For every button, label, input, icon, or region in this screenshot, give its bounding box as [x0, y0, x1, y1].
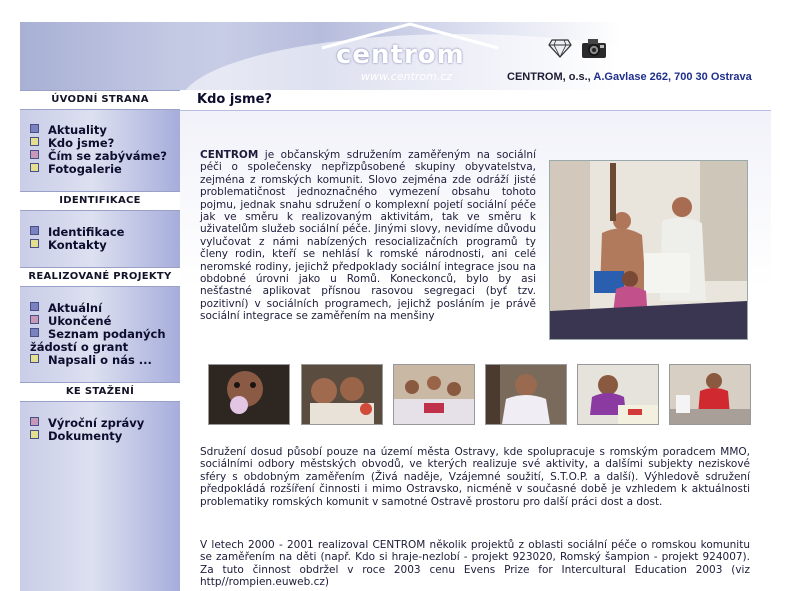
- organization-contact: [507, 71, 752, 83]
- site-logo[interactable]: centrom: [336, 40, 465, 70]
- bullet-icon: [30, 239, 39, 248]
- sidebar-item-label: Kdo jsme?: [48, 136, 115, 150]
- gallery-thumb-2[interactable]: [301, 364, 383, 425]
- gem-icon[interactable]: [548, 38, 572, 58]
- intro-body: je občanským sdružením zaměřeným na sociální péči o společensky nepřizpůsobené skupiny obyvatelstva, zejména z romských komunit. Slovo zejména zde odráží jisté problematičnost jednoznačného vymezení obsahu tohoto pojmu, jednak snahu sdružení o komplexní pojetí sociální péče jak ve směru k realizovaným aktivitám, tak ve směru k uživatelům služeb sociální péče. Jinými slovy, nevidíme důvodu vylučovat z námi nabízených resocializačních programů ty členy rodin, kteří se nehlásí k romské národnosti, ani celé neromské rodiny, jejichž předpoklady sociální integrace jsou na obdobné úrovni jako u Romů. Koneckonců, bylo by asi nešťastné aplikovat přísnou rasovou segregaci (byť tzv. pozitivní) v sociálních programech, jejichž posláním je právě sociální integrace se zaměřením na menšiny: [200, 149, 536, 323]
- gallery-thumb-6[interactable]: [669, 364, 751, 425]
- intro-paragraph: [200, 149, 536, 323]
- sidebar-item-label: Identifikace: [48, 225, 125, 239]
- sidebar-heading-identifikace[interactable]: IDENTIFIKACE: [20, 191, 180, 211]
- bullet-icon: [30, 354, 39, 363]
- sidebar-item-label: Aktuality: [48, 123, 107, 137]
- sidebar-item-label: Kontakty: [48, 238, 107, 252]
- sidebar-item-napsali-o-nas[interactable]: [30, 354, 180, 367]
- gallery-thumb-5-image: [578, 365, 658, 424]
- sidebar-item-label: Napsali o nás ...: [48, 353, 152, 367]
- gallery-thumb-3-image: [394, 365, 474, 424]
- sidebar-list-identifikace: [30, 226, 125, 252]
- sidebar-list-uvodni: [30, 124, 167, 176]
- bullet-icon: [30, 137, 39, 146]
- paragraph-3: V letech 2000 - 2001 realizoval CENTROM několik projektů z oblasti sociální péče o romskou komunitu se zaměřením na děti (např. Kdo si hraje-nezlobí - projekt 923020, Romský šampion - projekt 924007). Za tuto činnost obdržel v roce 2003 cenu Evens Prize for Intercultural Education 2003 (viz http//rompien.euweb.cz): [200, 539, 750, 589]
- gallery-thumb-3[interactable]: [393, 364, 475, 425]
- bullet-icon: [30, 417, 39, 426]
- bullet-icon: [30, 302, 39, 311]
- gallery-thumb-4-image: [486, 365, 566, 424]
- paragraph-2: Sdružení dosud působí pouze na území města Ostravy, kde spolupracuje s romským poradcem MMO, sociálními odbory městských obvodů, ve kterých realizuje své aktivity, a dalšími subjekty neziskové sféry s obdobným zaměřením (Živá naděje, Vzájemné soužití, S.T.O.P. a další). Výhledově sdružení předpokládá rozšíření činnosti i mimo Ostravsko, nicméně v současné době je vzhledem k aktuálnosti problematiky romských komunit v samotné Ostravě prostoru pro další práci dost a dost.: [200, 446, 750, 508]
- main-content: [180, 90, 771, 591]
- gallery-thumb-6-image: [670, 365, 750, 424]
- sidebar-list-ke-stazeni: [30, 417, 144, 443]
- bullet-icon: [30, 430, 39, 439]
- gallery-thumb-1-image: [209, 365, 289, 424]
- bullet-icon: [30, 328, 39, 337]
- main-photo-illustration: [550, 161, 747, 339]
- sidebar-item-dokumenty[interactable]: [30, 430, 144, 443]
- sidebar-heading-ke-stazeni[interactable]: KE STAŽENÍ: [20, 382, 180, 402]
- sidebar-item-label: Výroční zprávy: [48, 416, 145, 430]
- gallery-thumb-2-image: [302, 365, 382, 424]
- gallery-thumb-4[interactable]: [485, 364, 567, 425]
- bullet-icon: [30, 226, 39, 235]
- sidebar: [20, 90, 180, 591]
- sidebar-item-label: Čím se zabýváme?: [48, 149, 167, 163]
- sidebar-list-projekty: [30, 302, 180, 367]
- sidebar-item-label: Aktuální: [48, 301, 103, 315]
- sidebar-heading-uvodni-strana[interactable]: ÚVODNÍ STRANA: [20, 90, 180, 110]
- sidebar-item-kontakty[interactable]: [30, 239, 125, 252]
- sidebar-item-fotogalerie[interactable]: [30, 163, 167, 176]
- page-title: Kdo jsme?: [197, 92, 272, 107]
- sidebar-item-seznam-zadosti[interactable]: [30, 328, 180, 354]
- camera-icon[interactable]: [580, 36, 608, 60]
- title-bar: [180, 90, 771, 111]
- bullet-icon: [30, 163, 39, 172]
- sidebar-item-label: Fotogalerie: [48, 162, 122, 176]
- sidebar-item-label: Ukončené: [48, 314, 112, 328]
- intro-lead: CENTROM: [200, 149, 259, 161]
- gallery-thumb-5[interactable]: [577, 364, 659, 425]
- organization-address: A.Gavlase 262, 700 30 Ostrava: [593, 71, 752, 83]
- bullet-icon: [30, 315, 39, 324]
- header-banner: [20, 22, 771, 90]
- sidebar-item-label: Seznam podaných žádostí o grant: [30, 327, 166, 354]
- organization-name: CENTROM, o.s.,: [507, 71, 591, 83]
- gallery-thumb-1[interactable]: [208, 364, 290, 425]
- bullet-icon: [30, 124, 39, 133]
- bullet-icon: [30, 150, 39, 159]
- main-photo[interactable]: [549, 160, 748, 340]
- sidebar-heading-realizovane-projekty[interactable]: REALIZOVANÉ PROJEKTY: [20, 267, 180, 287]
- sidebar-item-label: Dokumenty: [48, 429, 123, 443]
- site-url[interactable]: www.centrom.cz: [361, 70, 453, 83]
